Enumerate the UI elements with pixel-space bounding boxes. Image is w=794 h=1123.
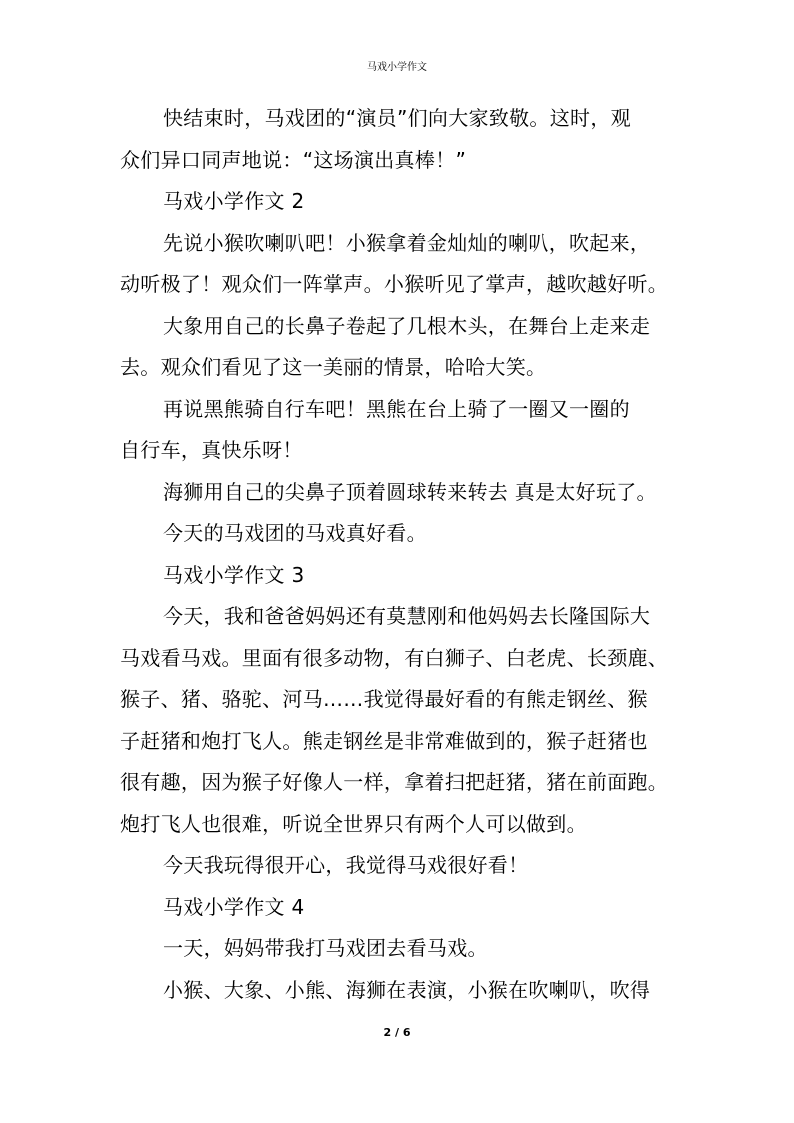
paragraph-line: 自行车，真快乐呀！ [120, 438, 303, 462]
document-body [120, 98, 678, 1011]
paragraph-line: 今天，我和爸爸妈妈还有莫慧刚和他妈妈去长隆国际大 [163, 604, 651, 628]
paragraph-line: 一天，妈妈带我打马戏团去看马戏。 [163, 936, 488, 960]
paragraph-line: 猴子、猪、骆驼、河马……我觉得最好看的有熊走钢丝、猴 [120, 687, 648, 711]
paragraph-line: 很有趣，因为猴子好像人一样，拿着扫把赶猪，猪在前面跑。 [120, 770, 669, 794]
paragraph-line: 先说小猴吹喇叭吧！小猴拿着金灿灿的喇叭，吹起来， [163, 230, 651, 255]
paragraph-line: 动听极了！观众们一阵掌声。小猴听见了掌声，越吹越好听。 [120, 272, 669, 296]
paragraph-line: 炮打飞人也很难，听说全世界只有两个人可以做到。 [120, 811, 587, 836]
paragraph-line: 众们异口同声地说：“这场演出真棒！” [120, 147, 467, 172]
paragraph-line: 去。观众们看见了这一美丽的情景，哈哈大笑。 [120, 355, 547, 379]
page-number: 2 / 6 [383, 1026, 411, 1039]
page-header: 马戏小学作文 [367, 62, 427, 73]
paragraph-line: 子赶猪和炮打飞人。熊走钢丝是非常难做到的，猴子赶猪也 [120, 728, 648, 753]
paragraph-line: 再说黑熊骑自行车吧！黑熊在台上骑了一圈又一圈的 [163, 396, 630, 421]
section-heading: 马戏小学作文 4 [163, 894, 305, 919]
paragraph-line: 马戏看马戏。里面有很多动物，有白狮子、白老虎、长颈鹿、 [120, 645, 669, 670]
section-heading: 马戏小学作文 2 [163, 189, 305, 213]
paragraph-line: 大象用自己的长鼻子卷起了几根木头，在舞台上走来走 [163, 313, 651, 338]
paragraph-line: 小猴、大象、小熊、海狮在表演，小猴在吹喇叭，吹得 [163, 977, 651, 1002]
paragraph-line: 今天的马戏团的马戏真好看。 [163, 521, 427, 545]
paragraph-line: 海狮用自己的尖鼻子顶着圆球转来转去 真是太好玩了。 [163, 479, 657, 504]
section-heading: 马戏小学作文 3 [163, 562, 305, 587]
paragraph-line: 快结束时，马戏团的“演员”们向大家致敬。这时，观 [163, 106, 631, 130]
paragraph-line: 今天我玩得很开心，我觉得马戏很好看！ [163, 853, 529, 877]
